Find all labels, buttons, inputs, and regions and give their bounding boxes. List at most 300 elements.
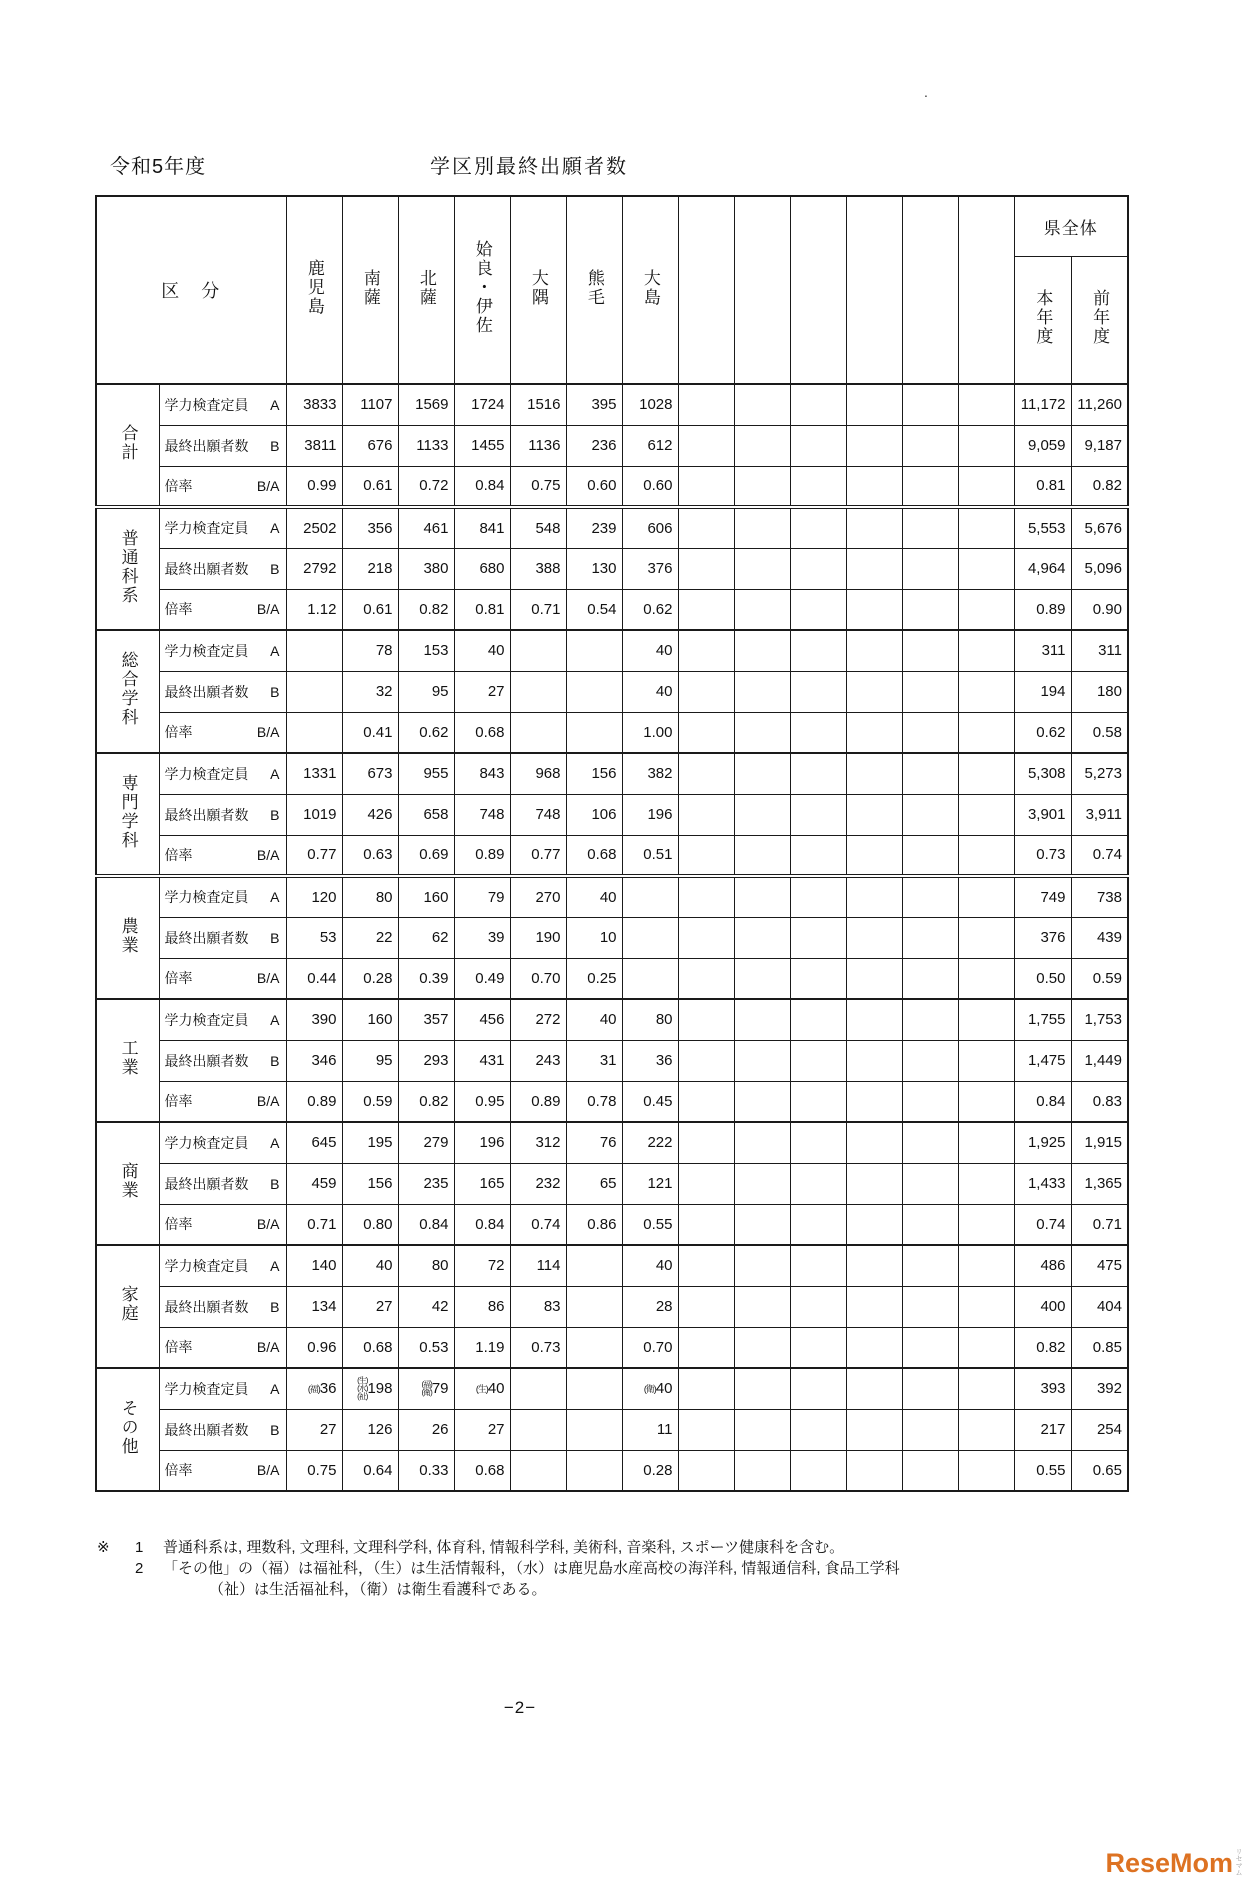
empty-column-header xyxy=(902,196,958,384)
empty-cell xyxy=(678,466,734,507)
table-cell: 190 xyxy=(510,917,566,958)
total-cell: 9,187 xyxy=(1071,425,1128,466)
table-cell: 0.89 xyxy=(286,1081,342,1122)
row-label-suffix: A xyxy=(270,520,280,537)
empty-cell xyxy=(734,1122,790,1163)
section-label-text: 普通科系 xyxy=(118,528,138,605)
row-label-suffix: B xyxy=(270,683,280,700)
section-label xyxy=(96,507,159,630)
row-label-suffix: B xyxy=(270,806,280,823)
section-label-text: その他 xyxy=(118,1398,138,1456)
empty-cell xyxy=(846,1081,902,1122)
empty-cell xyxy=(902,1286,958,1327)
table-cell: 0.82 xyxy=(398,589,454,630)
total-cell: 1,433 xyxy=(1014,1163,1071,1204)
table-cell: 36 xyxy=(622,1040,678,1081)
row-label-inner xyxy=(160,1297,286,1317)
row-label-suffix: B/A xyxy=(256,1339,280,1356)
row-label-inner xyxy=(160,1337,286,1357)
empty-cell xyxy=(902,1368,958,1409)
empty-cell xyxy=(678,1163,734,1204)
row-label-inner xyxy=(160,1174,286,1194)
section-label-text: 農業 xyxy=(118,916,138,955)
table-row xyxy=(96,712,1128,753)
footnote-mark xyxy=(97,1558,135,1579)
total-cell: 0.59 xyxy=(1071,958,1128,999)
row-label-suffix: B xyxy=(270,1052,280,1069)
table-cell: 843 xyxy=(454,753,510,794)
table-cell: 0.71 xyxy=(286,1204,342,1245)
table-cell: 196 xyxy=(622,794,678,835)
table-row xyxy=(96,1122,1128,1163)
table-cell: 0.45 xyxy=(622,1081,678,1122)
table-cell: 0.74 xyxy=(510,1204,566,1245)
table-cell: 72 xyxy=(454,1245,510,1286)
total-cell: 1,365 xyxy=(1071,1163,1128,1204)
empty-cell xyxy=(678,958,734,999)
table-row xyxy=(96,835,1128,876)
total-cell: 11,172 xyxy=(1014,384,1071,425)
table-cell: 0.62 xyxy=(622,589,678,630)
annotated-value xyxy=(399,1380,449,1397)
row-label-text: 倍率 xyxy=(164,601,193,618)
row-label xyxy=(159,466,286,507)
footnote-number xyxy=(135,1579,163,1600)
row-label-inner xyxy=(160,722,286,742)
row-label-suffix: B/A xyxy=(256,601,280,618)
annotation: (衛) xyxy=(643,1384,656,1395)
table-cell: 218 xyxy=(342,548,398,589)
row-label-text: 倍率 xyxy=(164,724,193,741)
table-cell: 0.68 xyxy=(566,835,622,876)
row-label xyxy=(159,1286,286,1327)
table-row xyxy=(96,589,1128,630)
empty-cell xyxy=(734,425,790,466)
empty-cell xyxy=(790,466,846,507)
table-row xyxy=(96,753,1128,794)
row-label xyxy=(159,999,286,1040)
total-cell: 0.55 xyxy=(1014,1450,1071,1491)
empty-cell xyxy=(958,794,1014,835)
table-cell: 40 xyxy=(566,999,622,1040)
year-column-header-label: 本年度 xyxy=(1033,288,1053,346)
table-cell: 39 xyxy=(454,917,510,958)
table-cell: 1331 xyxy=(286,753,342,794)
table-cell: 390 xyxy=(286,999,342,1040)
empty-cell xyxy=(958,630,1014,671)
table-row xyxy=(96,917,1128,958)
table-cell xyxy=(566,630,622,671)
empty-cell xyxy=(790,1204,846,1245)
total-cell: 1,755 xyxy=(1014,999,1071,1040)
annotated-value xyxy=(623,1380,673,1397)
table-cell: 0.44 xyxy=(286,958,342,999)
table-cell: 0.80 xyxy=(342,1204,398,1245)
empty-cell xyxy=(958,384,1014,425)
empty-cell xyxy=(734,507,790,548)
empty-cell xyxy=(902,466,958,507)
row-label xyxy=(159,1245,286,1286)
table-cell: 968 xyxy=(510,753,566,794)
applicants-table-wrapper xyxy=(95,195,1129,1492)
empty-cell xyxy=(678,1286,734,1327)
total-cell: 0.65 xyxy=(1071,1450,1128,1491)
table-cell: 673 xyxy=(342,753,398,794)
table-cell: 79 xyxy=(454,876,510,917)
empty-cell xyxy=(734,1245,790,1286)
annotated-value xyxy=(287,1380,337,1397)
annotation: (生) xyxy=(475,1384,488,1395)
table-cell: 356 xyxy=(342,507,398,548)
table-cell: 120 xyxy=(286,876,342,917)
empty-cell xyxy=(958,1040,1014,1081)
empty-cell xyxy=(678,1204,734,1245)
empty-cell xyxy=(734,384,790,425)
table-cell xyxy=(286,1368,342,1409)
table-cell: 27 xyxy=(342,1286,398,1327)
region-column-header xyxy=(398,196,454,384)
table-cell: 2792 xyxy=(286,548,342,589)
table-cell: 27 xyxy=(286,1409,342,1450)
table-cell: 0.75 xyxy=(510,466,566,507)
row-label-text: 最終出願者数 xyxy=(164,1175,249,1192)
row-label-inner xyxy=(160,518,286,538)
table-cell: 0.68 xyxy=(454,1450,510,1491)
row-label-text: 倍率 xyxy=(164,1216,193,1233)
row-label-text: 倍率 xyxy=(164,477,193,494)
resemom-logo-tagline: リセマム xyxy=(1235,1848,1242,1876)
table-cell: 431 xyxy=(454,1040,510,1081)
empty-cell xyxy=(846,507,902,548)
empty-cell xyxy=(790,1081,846,1122)
empty-cell xyxy=(678,630,734,671)
row-label-text: 倍率 xyxy=(164,1462,193,1479)
empty-cell xyxy=(734,671,790,712)
row-label-suffix: B/A xyxy=(256,970,280,987)
annotation-stack xyxy=(357,1377,367,1401)
table-cell: 0.70 xyxy=(510,958,566,999)
table-cell: 126 xyxy=(342,1409,398,1450)
table-row xyxy=(96,630,1128,671)
row-label-suffix: A xyxy=(270,642,280,659)
region-column-header-label: 姶良・伊佐 xyxy=(472,240,492,335)
table-cell: 0.28 xyxy=(342,958,398,999)
total-cell: 3,911 xyxy=(1071,794,1128,835)
table-cell: 357 xyxy=(398,999,454,1040)
row-label xyxy=(159,917,286,958)
empty-cell xyxy=(846,1122,902,1163)
table-cell: 461 xyxy=(398,507,454,548)
total-cell: 4,964 xyxy=(1014,548,1071,589)
empty-cell xyxy=(902,589,958,630)
total-cell: 1,915 xyxy=(1071,1122,1128,1163)
empty-cell xyxy=(678,1245,734,1286)
footnote-line xyxy=(97,1579,900,1600)
row-label-suffix: B/A xyxy=(256,846,280,863)
table-cell: 22 xyxy=(342,917,398,958)
table-cell xyxy=(566,1450,622,1491)
empty-cell xyxy=(790,671,846,712)
table-cell: 382 xyxy=(622,753,678,794)
table-cell: 26 xyxy=(398,1409,454,1450)
table-cell xyxy=(454,1368,510,1409)
total-cell: 0.84 xyxy=(1014,1081,1071,1122)
empty-cell xyxy=(846,384,902,425)
table-cell: 0.61 xyxy=(342,466,398,507)
total-cell: 0.50 xyxy=(1014,958,1071,999)
table-cell: 748 xyxy=(454,794,510,835)
empty-cell xyxy=(734,876,790,917)
empty-cell xyxy=(790,589,846,630)
total-cell: 0.85 xyxy=(1071,1327,1128,1368)
table-cell: 31 xyxy=(566,1040,622,1081)
empty-cell xyxy=(678,1450,734,1491)
empty-cell xyxy=(846,1040,902,1081)
table-cell: 28 xyxy=(622,1286,678,1327)
empty-cell xyxy=(902,1204,958,1245)
empty-cell xyxy=(790,384,846,425)
table-cell: 160 xyxy=(398,876,454,917)
table-cell: 748 xyxy=(510,794,566,835)
annotation: (生) xyxy=(357,1375,368,1385)
row-label-text: 最終出願者数 xyxy=(164,806,249,823)
table-row xyxy=(96,999,1128,1040)
table-cell: 0.62 xyxy=(398,712,454,753)
table-cell xyxy=(286,671,342,712)
applicants-table xyxy=(95,195,1129,1492)
empty-cell xyxy=(846,1204,902,1245)
empty-cell xyxy=(958,1327,1014,1368)
table-cell: 0.77 xyxy=(510,835,566,876)
table-cell: 0.81 xyxy=(454,589,510,630)
row-label-inner xyxy=(160,1051,286,1071)
empty-cell xyxy=(958,1081,1014,1122)
empty-cell xyxy=(902,876,958,917)
table-cell: 80 xyxy=(342,876,398,917)
table-cell: 239 xyxy=(566,507,622,548)
table-cell xyxy=(286,712,342,753)
table-row xyxy=(96,671,1128,712)
empty-cell xyxy=(902,917,958,958)
row-label-text: 最終出願者数 xyxy=(164,683,249,700)
empty-cell xyxy=(734,1409,790,1450)
table-cell: 1019 xyxy=(286,794,342,835)
total-cell: 217 xyxy=(1014,1409,1071,1450)
table-cell: 78 xyxy=(342,630,398,671)
row-label xyxy=(159,753,286,794)
empty-cell xyxy=(790,1245,846,1286)
table-row xyxy=(96,1163,1128,1204)
empty-cell xyxy=(790,507,846,548)
row-label-suffix: B/A xyxy=(256,1462,280,1479)
row-label xyxy=(159,794,286,835)
table-cell: 236 xyxy=(566,425,622,466)
row-label xyxy=(159,1450,286,1491)
empty-cell xyxy=(846,630,902,671)
table-cell: 0.60 xyxy=(566,466,622,507)
region-column-header-label: 鹿児島 xyxy=(304,259,324,316)
resemom-logo xyxy=(1105,1848,1242,1879)
table-cell xyxy=(398,1368,454,1409)
total-cell: 1,753 xyxy=(1071,999,1128,1040)
total-cell: 180 xyxy=(1071,671,1128,712)
year-column-header-label: 前年度 xyxy=(1090,288,1110,346)
empty-cell xyxy=(846,958,902,999)
row-label xyxy=(159,1204,286,1245)
table-row xyxy=(96,466,1128,507)
table-cell xyxy=(622,958,678,999)
empty-cell xyxy=(790,1327,846,1368)
total-cell: 0.83 xyxy=(1071,1081,1128,1122)
row-label-suffix: A xyxy=(270,396,280,413)
empty-cell xyxy=(902,999,958,1040)
empty-column-header xyxy=(678,196,734,384)
empty-cell xyxy=(958,1204,1014,1245)
table-row xyxy=(96,1409,1128,1450)
empty-cell xyxy=(958,1286,1014,1327)
empty-cell xyxy=(846,917,902,958)
empty-cell xyxy=(790,794,846,835)
annotation: (福) xyxy=(421,1379,432,1389)
row-label-inner xyxy=(160,845,286,865)
table-cell: 0.51 xyxy=(622,835,678,876)
table-cell: 42 xyxy=(398,1286,454,1327)
empty-cell xyxy=(846,712,902,753)
total-cell: 5,676 xyxy=(1071,507,1128,548)
table-cell: 40 xyxy=(622,630,678,671)
empty-cell xyxy=(958,1245,1014,1286)
total-cell: 738 xyxy=(1071,876,1128,917)
annotation: (福) xyxy=(307,1384,320,1395)
region-column-header xyxy=(286,196,342,384)
table-cell: 426 xyxy=(342,794,398,835)
table-cell: 40 xyxy=(566,876,622,917)
row-label-inner xyxy=(160,682,286,702)
empty-cell xyxy=(902,753,958,794)
total-cell: 5,308 xyxy=(1014,753,1071,794)
region-column-header-label: 熊毛 xyxy=(584,268,604,307)
table-cell: 0.55 xyxy=(622,1204,678,1245)
empty-cell xyxy=(902,1040,958,1081)
empty-cell xyxy=(958,958,1014,999)
table-cell: 106 xyxy=(566,794,622,835)
table-row xyxy=(96,507,1128,548)
table-cell: 10 xyxy=(566,917,622,958)
empty-cell xyxy=(846,1327,902,1368)
empty-cell xyxy=(902,1081,958,1122)
empty-cell xyxy=(958,1409,1014,1450)
table-cell: 165 xyxy=(454,1163,510,1204)
empty-cell xyxy=(678,1327,734,1368)
total-cell: 0.82 xyxy=(1071,466,1128,507)
empty-cell xyxy=(678,1409,734,1450)
stray-dot: . xyxy=(924,84,928,100)
empty-cell xyxy=(790,1122,846,1163)
footnotes xyxy=(97,1537,900,1600)
corner-label-cell: 区 分 xyxy=(96,196,286,384)
table-cell: 0.82 xyxy=(398,1081,454,1122)
empty-cell xyxy=(846,835,902,876)
table-cell: 95 xyxy=(398,671,454,712)
empty-cell xyxy=(790,1368,846,1409)
empty-cell xyxy=(678,507,734,548)
total-cell: 486 xyxy=(1014,1245,1071,1286)
empty-cell xyxy=(790,753,846,794)
region-column-header xyxy=(566,196,622,384)
empty-cell xyxy=(958,466,1014,507)
table-cell: 606 xyxy=(622,507,678,548)
table-cell: 140 xyxy=(286,1245,342,1286)
empty-cell xyxy=(902,1122,958,1163)
empty-cell xyxy=(678,835,734,876)
empty-cell xyxy=(790,1040,846,1081)
table-cell: 53 xyxy=(286,917,342,958)
empty-cell xyxy=(846,876,902,917)
table-cell: 80 xyxy=(622,999,678,1040)
empty-cell xyxy=(790,876,846,917)
table-cell: 40 xyxy=(622,671,678,712)
section-label xyxy=(96,753,159,876)
total-cell: 376 xyxy=(1014,917,1071,958)
row-label-inner xyxy=(160,476,286,496)
table-cell: 114 xyxy=(510,1245,566,1286)
table-cell: 2502 xyxy=(286,507,342,548)
table-cell: 459 xyxy=(286,1163,342,1204)
total-cell: 5,096 xyxy=(1071,548,1128,589)
table-cell: 456 xyxy=(454,999,510,1040)
row-label-inner xyxy=(160,599,286,619)
empty-cell xyxy=(790,712,846,753)
table-cell: 841 xyxy=(454,507,510,548)
annotated-value xyxy=(455,1380,505,1397)
empty-cell xyxy=(846,1409,902,1450)
table-cell: 0.84 xyxy=(454,1204,510,1245)
section-label xyxy=(96,1245,159,1368)
section-label xyxy=(96,876,159,999)
empty-cell xyxy=(734,466,790,507)
table-cell: 27 xyxy=(454,671,510,712)
row-label-text: 学力検査定員 xyxy=(164,396,249,413)
table-cell: 0.68 xyxy=(454,712,510,753)
empty-cell xyxy=(958,999,1014,1040)
row-label-suffix: B xyxy=(270,1175,280,1192)
empty-cell xyxy=(846,548,902,589)
total-cell: 9,059 xyxy=(1014,425,1071,466)
annotation-stack xyxy=(421,1381,431,1397)
table-cell xyxy=(510,712,566,753)
table-cell: 160 xyxy=(342,999,398,1040)
table-cell: 27 xyxy=(454,1409,510,1450)
empty-cell xyxy=(958,1450,1014,1491)
empty-cell xyxy=(902,507,958,548)
total-cell: 194 xyxy=(1014,671,1071,712)
total-cell: 439 xyxy=(1071,917,1128,958)
table-cell: 40 xyxy=(622,1245,678,1286)
total-cell: 400 xyxy=(1014,1286,1071,1327)
empty-cell xyxy=(902,794,958,835)
table-cell: 955 xyxy=(398,753,454,794)
total-cell: 311 xyxy=(1071,630,1128,671)
row-label-text: 学力検査定員 xyxy=(164,520,249,537)
footnote-number: 1 xyxy=(135,1539,144,1556)
table-row xyxy=(96,384,1128,425)
table-cell: 279 xyxy=(398,1122,454,1163)
table-row xyxy=(96,1040,1128,1081)
empty-cell xyxy=(846,1368,902,1409)
empty-cell xyxy=(902,548,958,589)
total-cell: 11,260 xyxy=(1071,384,1128,425)
table-cell: 0.61 xyxy=(342,589,398,630)
